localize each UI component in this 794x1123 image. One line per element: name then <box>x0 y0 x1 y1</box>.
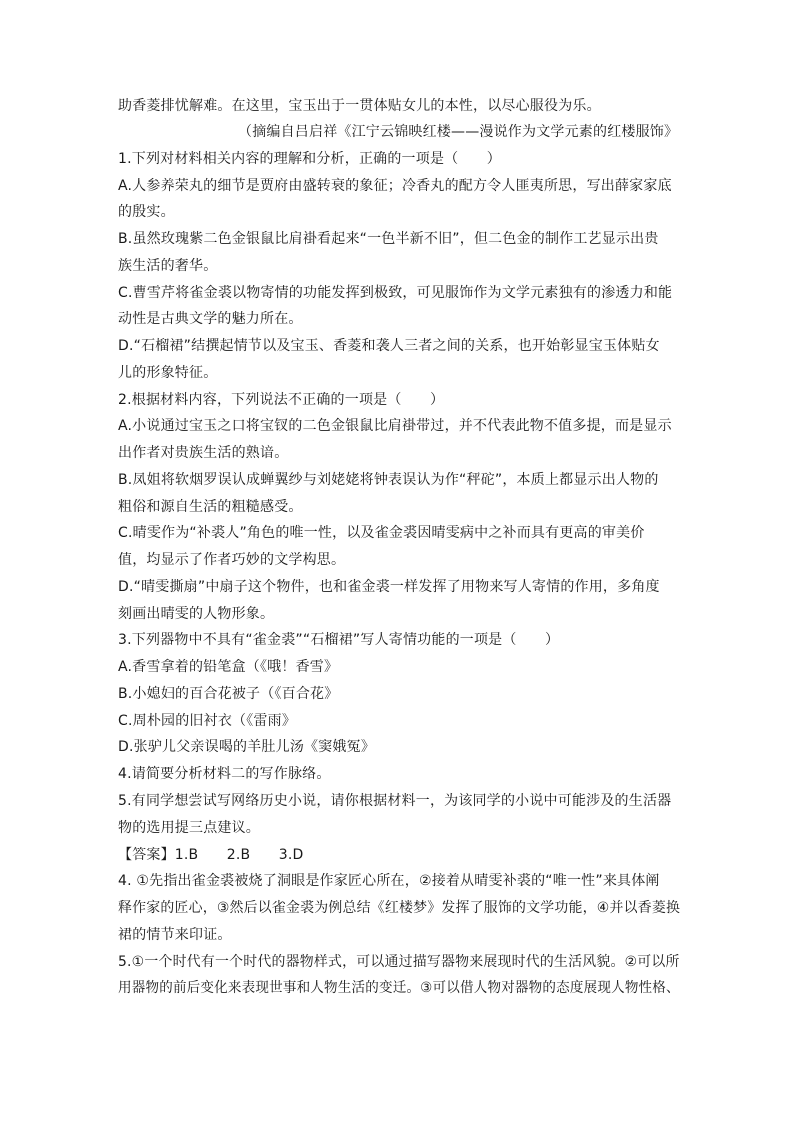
question-4: 4.请简要分析材料二的写作脉络。 <box>118 766 331 782</box>
question-5: 5.有同学想尝试写网络历史小说，请你根据材料一，为该同学的小说中可能涉及的生活器 <box>118 793 672 809</box>
q2-option-a-cont: 出作者对贵族生活的熟谙。 <box>118 445 289 461</box>
q2-option-c-cont: 值，均显示了作者巧妙的文学构思。 <box>118 552 346 568</box>
question-3: 3.下列器物中不具有“雀金裘”“石榴裙”写人寄情功能的一项是（ ） <box>118 632 560 648</box>
question-2: 2.根据材料内容，下列说法不正确的一项是（ ） <box>118 392 445 408</box>
q2-option-b-cont: 粗俗和源自生活的粗糙感受。 <box>118 499 303 515</box>
q1-option-c: C.曹雪芹将雀金裘以物寄情的功能发挥到极致，可见服饰作为文学元素独有的渗透力和能 <box>118 285 673 301</box>
q1-option-b-cont: 族生活的奢华。 <box>118 258 218 274</box>
question-5-cont: 物的选用提三点建议。 <box>118 820 260 836</box>
q1-option-c-cont: 动性是古典文学的魅力所在。 <box>118 311 303 327</box>
q2-option-d-cont: 刻画出晴雯的人物形象。 <box>118 606 275 622</box>
q1-option-b: B.虽然玫瑰紫二色金银鼠比肩褂看起来“一色半新不旧”，但二色金的制作工艺显示出贵 <box>118 231 659 247</box>
q1-option-a-cont: 的殷实。 <box>118 204 175 220</box>
q2-option-d: D.“晴雯撕扇”中扇子这个物件，也和雀金裘一样发挥了用物来写人寄情的作用，多角度 <box>118 579 660 595</box>
q3-option-d: D.张驴儿父亲误喝的羊肚儿汤《窦娥冤》 <box>118 739 376 755</box>
source-citation: （摘编自吕启祥《江宁云锦映红楼——漫说作为文学元素的红楼服饰》 <box>238 124 679 140</box>
text-line: 助香菱排忧解难。在这里，宝玉出于一贯体贴女儿的本性，以尽心服役为乐。 <box>118 98 601 114</box>
answer-4-cont: 裙的情节来印证。 <box>118 927 232 943</box>
answer-5: 5.①一个时代有一个时代的器物样式，可以通过描写器物来展现时代的生活风貌。②可以所 <box>118 954 680 970</box>
answer-4: 4. ①先指出雀金裘被烧了洞眼是作家匠心所在，②接着从晴雯补裘的“唯一性”来具体阐 <box>118 873 660 889</box>
question-1: 1.下列对材料相关内容的理解和分析，正确的一项是（ ） <box>118 151 501 167</box>
q3-option-c: C.周朴园的旧衬衣（《雷雨》 <box>118 713 297 729</box>
q1-option-d: D.“石榴裙”结撰起情节以及宝玉、香菱和袭人三者之间的关系，也开始彰显宝玉体贴女 <box>118 338 660 354</box>
answer-5-cont: 用器物的前后变化来表现世事和人物生活的变迁。③可以借人物对器物的态度展现人物性格、 <box>118 980 680 996</box>
answer-4-cont: 释作家的匠心，③然后以雀金裘为例总结《红楼梦》发挥了服饰的文学功能，④并以香菱换 <box>118 900 681 916</box>
answer-key: 【答案】1.B 2.B 3.D <box>118 847 304 863</box>
q2-option-c: C.晴雯作为“补裘人”角色的唯一性，以及雀金裘因晴雯病中之补而具有更高的审美价 <box>118 525 645 541</box>
q1-option-d-cont: 儿的形象特征。 <box>118 365 218 381</box>
q3-option-b: B.小媳妇的百合花被子（《百合花》 <box>118 686 339 702</box>
q2-option-a: A.小说通过宝玉之口将宝钗的二色金银鼠比肩褂带过，并不代表此物不值多提，而是显示 <box>118 418 672 434</box>
q1-option-a: A.人参养荣丸的细节是贾府由盛转衰的象征；冷香丸的配方令人匪夷所思，写出薛家家底 <box>118 178 672 194</box>
q2-option-b: B.凤姐将软烟罗误认成蝉翼纱与刘姥姥将钟表误认为作“秤砣”，本质上都显示出人物的 <box>118 472 659 488</box>
q3-option-a: A.香雪拿着的铅笔盒（《哦！香雪》 <box>118 659 339 675</box>
